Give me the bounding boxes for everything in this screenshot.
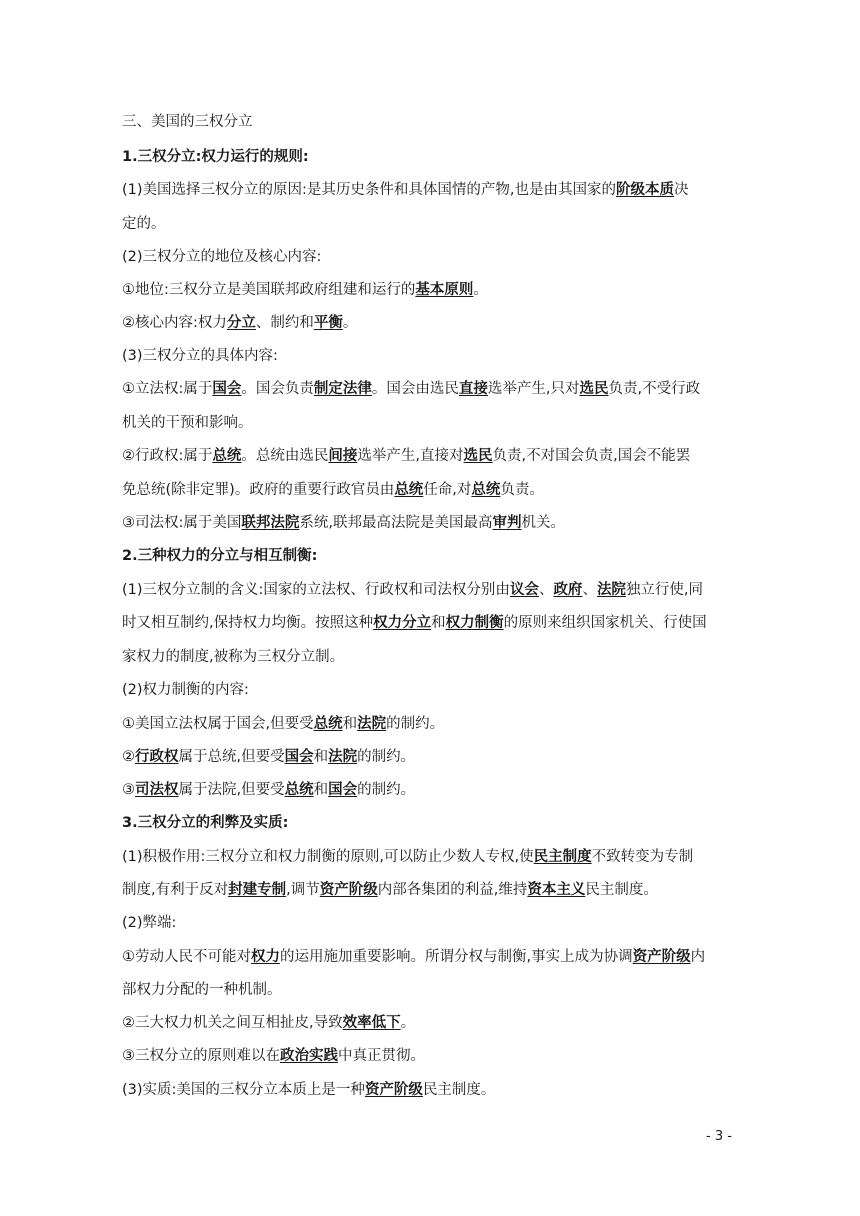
underlined-keyword: 民主制度 <box>533 849 592 865</box>
text-segment: 定的。 <box>122 216 166 232</box>
underlined-keyword: 资产阶级 <box>319 882 378 898</box>
text-segment: 2.三种权力的分立与相互制衡: <box>122 548 318 564</box>
text-line <box>122 313 742 333</box>
underlined-keyword: 权力分立 <box>373 615 432 631</box>
text-segment: 机关。 <box>521 515 565 531</box>
text-line <box>122 680 742 700</box>
text-segment: (2)弊端: <box>122 915 177 931</box>
text-line <box>122 980 742 1000</box>
text-segment: 中真正贯彻。 <box>338 1048 425 1064</box>
section-heading <box>122 147 742 167</box>
text-segment: 家权力的制度,被称为三权分立制。 <box>122 649 345 665</box>
text-line <box>122 1013 742 1033</box>
text-segment: 、 <box>538 582 554 598</box>
text-segment: (2)三权分立的地位及核心内容: <box>122 249 322 265</box>
underlined-keyword: 制定法律 <box>313 381 372 397</box>
text-segment: 1.三权分立:权力运行的规则: <box>122 149 309 165</box>
text-segment: ③ <box>122 782 135 798</box>
section-heading <box>122 813 742 833</box>
underlined-keyword: 效率低下 <box>342 1015 401 1031</box>
text-segment: ③三权分立的原则难以在 <box>122 1048 280 1064</box>
text-line <box>122 947 742 967</box>
text-segment: 属于法院,但要受 <box>178 782 285 798</box>
underlined-keyword: 总统 <box>284 782 314 798</box>
text-segment: (3)实质:美国的三权分立本质上是一种 <box>122 1082 365 1098</box>
underlined-keyword: 权力 <box>251 949 280 965</box>
text-segment: 免总统(除非定罪)。政府的重要行政官员由 <box>122 482 395 498</box>
text-segment: 机关的干预和影响。 <box>122 415 253 431</box>
section-heading <box>122 546 742 566</box>
text-line <box>122 112 742 132</box>
underlined-keyword: 直接 <box>458 381 488 397</box>
text-segment: 。国会由选民 <box>371 381 459 397</box>
text-segment: ② <box>122 749 135 765</box>
text-segment: 民主制度。 <box>585 882 658 898</box>
text-line <box>122 780 742 800</box>
underlined-keyword: 司法权 <box>135 782 179 798</box>
underlined-keyword: 总统 <box>212 448 242 464</box>
text-segment: 和 <box>342 716 358 732</box>
text-segment: 。国会负责 <box>241 381 314 397</box>
underlined-keyword: 总统 <box>471 482 501 498</box>
text-segment: 和 <box>313 782 329 798</box>
text-line <box>122 1080 742 1100</box>
underlined-keyword: 政治实践 <box>280 1048 338 1064</box>
text-segment: ①地位:三权分立是美国联邦政府组建和运行的 <box>122 282 416 298</box>
underlined-keyword: 总统 <box>394 482 424 498</box>
text-segment: 三、美国的三权分立 <box>122 114 253 130</box>
text-segment: ①美国立法权属于国会,但要受 <box>122 716 314 732</box>
underlined-keyword: 资产阶级 <box>364 1082 423 1098</box>
text-segment: 内部各集团的利益,维持 <box>377 882 528 898</box>
text-segment: 和 <box>313 749 329 765</box>
text-segment: ②核心内容:权力 <box>122 315 227 331</box>
underlined-keyword: 行政权 <box>135 749 179 765</box>
text-segment: 时又相互制约,保持权力均衡。按照这种 <box>122 615 374 631</box>
text-line <box>122 446 742 466</box>
text-line <box>122 180 742 200</box>
text-segment: 制度,有利于反对 <box>122 882 229 898</box>
text-line <box>122 714 742 734</box>
underlined-keyword: 总统 <box>313 716 343 732</box>
text-segment: 的制约。 <box>357 749 416 765</box>
underlined-keyword: 法院 <box>357 716 387 732</box>
text-segment: 民主制度。 <box>422 1082 496 1098</box>
text-line <box>122 413 742 433</box>
text-segment: 任命,对 <box>423 482 472 498</box>
underlined-keyword: 分立 <box>226 315 256 331</box>
text-segment: ②三大权力机关之间互相扯皮,导致 <box>122 1015 343 1031</box>
underlined-keyword: 权力制衡 <box>445 615 504 631</box>
underlined-keyword: 间接 <box>328 448 358 464</box>
text-line <box>122 847 742 867</box>
text-segment: 和 <box>431 615 446 631</box>
text-segment: 内 <box>690 949 706 965</box>
underlined-keyword: 国会 <box>284 749 314 765</box>
text-segment: 、制约和 <box>255 315 314 331</box>
text-segment: 的原则来组织国家机关、行使国 <box>503 615 707 631</box>
underlined-keyword: 议会 <box>509 582 539 598</box>
text-segment: 3.三权分立的利弊及实质: <box>122 815 289 831</box>
underlined-keyword: 国会 <box>328 782 358 798</box>
underlined-keyword: 平衡 <box>313 315 343 331</box>
text-segment: ①立法权:属于 <box>122 381 213 397</box>
underlined-keyword: 资产阶级 <box>632 949 691 965</box>
text-segment: 选举产生,只对 <box>487 381 580 397</box>
text-line <box>122 880 742 900</box>
underlined-keyword: 选民 <box>463 448 493 464</box>
text-line <box>122 613 742 633</box>
underlined-keyword: 阶级本质 <box>616 182 675 198</box>
underlined-keyword: 基本原则 <box>415 282 474 298</box>
text-segment: ③司法权:属于美国 <box>122 515 242 531</box>
text-line <box>122 647 742 667</box>
text-segment: (1)三权分立制的含义:国家的立法权、行政权和司法权分别由 <box>122 582 510 598</box>
text-segment: (1)积极作用:三权分立和权力制衡的原则,可以防止少数人专权,使 <box>122 849 534 865</box>
text-line <box>122 480 742 500</box>
text-segment: 决 <box>674 182 689 198</box>
text-segment: (2)权力制衡的内容: <box>122 682 249 698</box>
text-segment: ①劳动人民不可能对 <box>122 949 251 965</box>
text-segment: 系统,联邦最高法院是美国最高 <box>299 515 493 531</box>
text-segment: ,调节 <box>286 882 320 898</box>
text-segment: 不致转变为专制 <box>591 849 694 865</box>
text-segment: 。 <box>473 282 488 298</box>
text-segment: (1)美国选择三权分立的原因:是其历史条件和具体国情的产物,也是由其国家的 <box>122 182 617 198</box>
text-segment: 负责。 <box>500 482 544 498</box>
text-segment: 的运用施加重要影响。所谓分权与制衡,事实上成为协调 <box>280 949 633 965</box>
text-segment: 属于总统,但要受 <box>178 749 285 765</box>
text-segment: (3)三权分立的具体内容: <box>122 348 278 364</box>
underlined-keyword: 国会 <box>212 381 242 397</box>
text-line <box>122 346 742 366</box>
text-line <box>122 1046 742 1066</box>
text-segment: 。总统由选民 <box>241 448 329 464</box>
text-line <box>122 580 742 600</box>
text-segment: 。 <box>342 315 358 331</box>
page-number: - 3 - <box>706 1129 732 1144</box>
text-segment: 负责,不对国会负责,国会不能罢 <box>492 448 691 464</box>
text-line <box>122 214 742 234</box>
text-line <box>122 747 742 767</box>
underlined-keyword: 资本主义 <box>527 882 586 898</box>
text-line <box>122 379 742 399</box>
text-line <box>122 913 742 933</box>
underlined-keyword: 法院 <box>328 749 358 765</box>
text-segment: 独立行使,同 <box>625 582 704 598</box>
text-segment: 的制约。 <box>386 716 445 732</box>
text-line <box>122 513 742 533</box>
text-line <box>122 247 742 267</box>
text-segment: 。 <box>400 1015 416 1031</box>
underlined-keyword: 选民 <box>579 381 609 397</box>
text-segment: ②行政权:属于 <box>122 448 213 464</box>
text-segment: 的制约。 <box>357 782 416 798</box>
text-line <box>122 280 742 300</box>
text-segment: 负责,不受行政 <box>608 381 701 397</box>
underlined-keyword: 封建专制 <box>228 882 287 898</box>
underlined-keyword: 法院 <box>596 582 626 598</box>
text-segment: 选举产生,直接对 <box>357 448 464 464</box>
underlined-keyword: 政府 <box>553 582 583 598</box>
underlined-keyword: 审判 <box>492 515 522 531</box>
text-segment: 部权力分配的一种机制。 <box>122 982 282 998</box>
text-segment: 、 <box>582 582 597 598</box>
underlined-keyword: 联邦法院 <box>241 515 300 531</box>
